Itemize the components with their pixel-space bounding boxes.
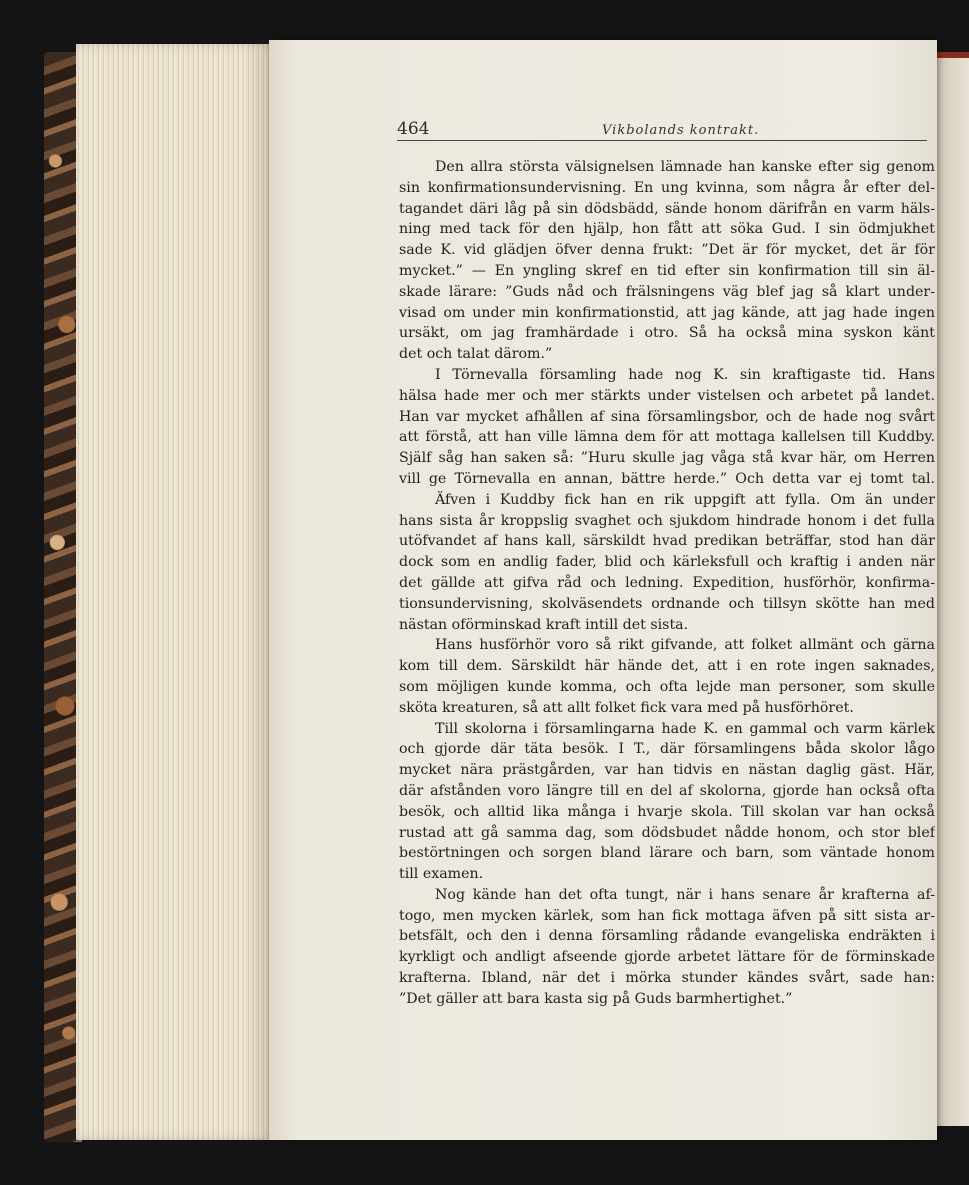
text-line: hans sista år kroppslig svaghet och sjukdom hindrade honom i det fulla [399, 512, 935, 529]
text-line: hälsa hade mer och mer stärkts under vistelsen och arbetet på landet. [399, 387, 935, 404]
text-line: Han var mycket afhållen af sina församlingsbor, och de hade nog svårt [399, 408, 935, 425]
text-line: Äfven i Kuddby fick han en rik uppgift att fylla. Om än under [435, 491, 935, 508]
text-line: visad om under min konfirmationstid, att jag kände, att jag hade ingen [399, 304, 935, 321]
text-line: tionsundervisning, skolväsendets ordnande och tillsyn skötte han med [399, 595, 935, 612]
text-line: ursäkt, om jag framhärdade i otro. Så ha också mina syskon känt [399, 325, 935, 342]
page-header [397, 118, 927, 141]
text-line: Den allra största välsignelsen lämnade han kanske efter sig genom [435, 159, 935, 175]
text-line: mycket nära prästgården, var han tidvis en nästan daglig gäst. Här, [399, 762, 935, 779]
text-line: krafterna. Ibland, när det i mörka stunder kändes svårt, sade han: [399, 970, 935, 987]
text-line: nästan oförminskad kraft intill det sista. [399, 616, 689, 633]
text-line: sin konfirmationsundervisning. En ung kvinna, som några år efter del- [399, 179, 935, 196]
facing-page-edge [934, 58, 969, 1126]
text-line: ”Det gäller att bara kasta sig på Guds barmhertighet.” [399, 990, 793, 1007]
text-line: kom till dem. Särskildt här hände det, att i en rote ingen saknades, [399, 658, 935, 675]
text-line: det och talat därom.” [399, 346, 553, 363]
text-line: Hans husförhör voro så rikt gifvande, att folket allmänt och gärna [435, 637, 935, 654]
text-line: mycket.” — En yngling skref en tid efter sin konfirmation till sin äl- [399, 262, 935, 279]
text-line: skade lärare: ”Guds nåd och frälsningens väg blef jag så klart under- [399, 283, 935, 300]
text-line: det gällde att gifva råd och ledning. Expedition, husförhör, konfirma- [399, 574, 935, 591]
text-line: ning med tack för den hjälp, hon fått att söka Gud. I sin ödmjukhet [399, 221, 935, 238]
book [44, 40, 969, 1146]
text-line: dock som en andlig fader, blid och kärleksfull och kraftig i anden när [399, 554, 935, 571]
text-line: där afstånden voro längre till en del af skolorna, gjorde han också ofta [399, 782, 935, 799]
text-line: sköta kreaturen, så att allt folket fick vara med på husförhöret. [399, 699, 854, 716]
text-line: togo, men mycken kärlek, som han fick mottaga äfven på sitt sista ar- [399, 907, 935, 924]
text-line: sade K. vid glädjen öfver denna frukt: ”Det är för mycket, det är för [399, 242, 935, 259]
text-line: som möjligen kunde komma, och ofta lejde man personer, som skulle [399, 678, 935, 695]
body-text [399, 157, 935, 1010]
text-line: bestörtningen och sorgen bland lärare och barn, som väntade honom [399, 845, 935, 862]
book-page [269, 40, 937, 1140]
page-number: 464 [397, 119, 430, 139]
text-line: utöfvandet af hans kall, särskildt hvad predikan beträffar, stod han där [399, 533, 935, 550]
text-line: rustad att gå samma dag, som dödsbudet nådde honom, och stor blef [399, 824, 935, 841]
text-line: och gjorde där täta besök. I T., där församlingens båda skolor lågo [399, 741, 935, 758]
text-line: betsfält, och den i denna församling rådande evangeliska endräkten i [399, 928, 935, 945]
text-line: besök, och alltid lika många i hvarje skola. Till skolan var han också [399, 803, 935, 820]
text-line: tagandet däri låg på sin dödsbädd, sände honom därifrån en varm häls- [399, 200, 935, 217]
text-line: till examen. [399, 866, 484, 883]
text-line: vill ge Törnevalla en annan, bättre herde.” Och detta var ej tomt tal. [399, 470, 935, 487]
text-line: I Törnevalla församling hade nog K. sin kraftigaste tid. Hans [435, 366, 935, 383]
running-title: Vikbolands kontrakt. [602, 123, 760, 138]
text-line: kyrkligt och andligt afseende gjorde arbetet lättare för de förminskade [399, 949, 935, 966]
text-line: Nog kände han det ofta tungt, när i hans senare år krafterna af- [435, 886, 935, 903]
text-line: Till skolorna i församlingarna hade K. en gammal och varm kärlek [435, 720, 935, 737]
text-line: att förstå, att han ville lämna dem för att mottaga kallelsen till Kuddby. [399, 429, 935, 446]
text-line: Själf såg han saken så: ”Huru skulle jag våga stå kvar här, om Herren [399, 450, 935, 467]
